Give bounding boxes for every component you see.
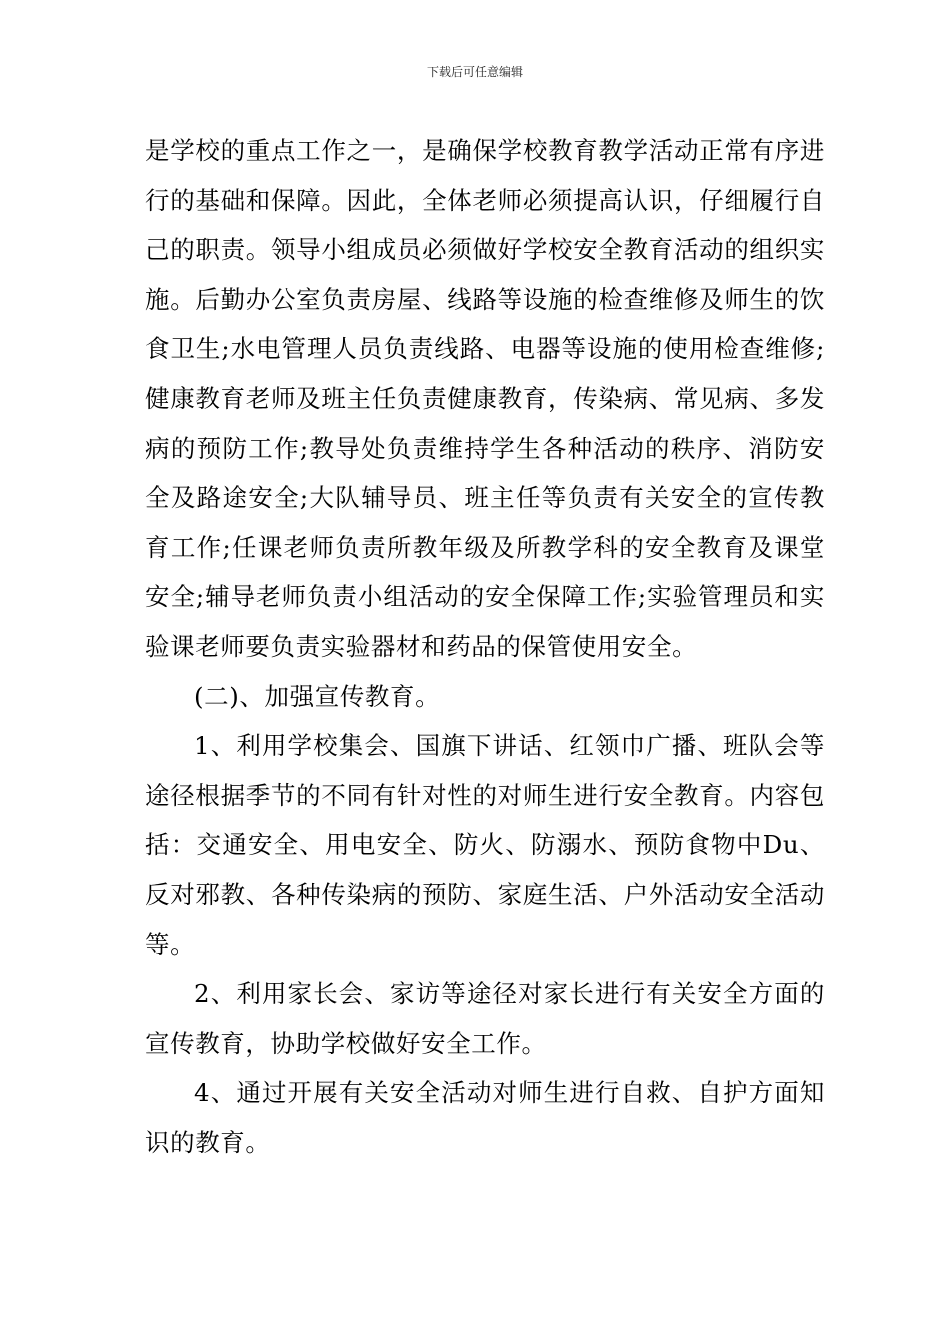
document-body bbox=[145, 126, 825, 1167]
page-header: 下载后可任意编辑 bbox=[426, 65, 523, 79]
paragraph-responsibilities: 是学校的重点工作之一，是确保学校教育教学活动正常有序进行的基础和保障。因此，全体老师必须提高认识，仔细履行自己的职责。领导小组成员必须做好学校安全教育活动的组织实施。后勤办公室负责房屋、线路等设施的检查维修及师生的饮食卫生;水电管理人员负责线路、电器等设施的使用检查维修;健康教育老师及班主任负责健康教育，传染病、常见病、多发病的预防工作;教导处负责维持学生各种活动的秩序、消防安全及路途安全;大队辅导员、班主任等负责有关安全的宣传教育工作;任课老师负责所教年级及所教学科的安全教育及课堂安全;辅导老师负责小组活动的安全保障工作;实验管理员和实验课老师要负责实验器材和药品的保管使用安全。 bbox=[145, 136, 825, 661]
section-heading-publicity: (二)、加强宣传教育。 bbox=[194, 681, 441, 711]
paragraph-item-1: 1、利用学校集会、国旗下讲话、红领巾广播、班队会等途径根据季节的不同有针对性的对师生进行安全教育。内容包括：交通安全、用电安全、防火、防溺水、预防食物中Du、反对邪教、各种传染病的预防、家庭生活、户外活动安全活动等。 bbox=[145, 731, 825, 959]
paragraph-item-2: 2、利用家长会、家访等途径对家长进行有关安全方面的宣传教育，协助学校做好安全工作。 bbox=[145, 979, 825, 1058]
paragraph-item-4: 4、通过开展有关安全活动对师生进行自救、自护方面知识的教育。 bbox=[145, 1078, 825, 1157]
